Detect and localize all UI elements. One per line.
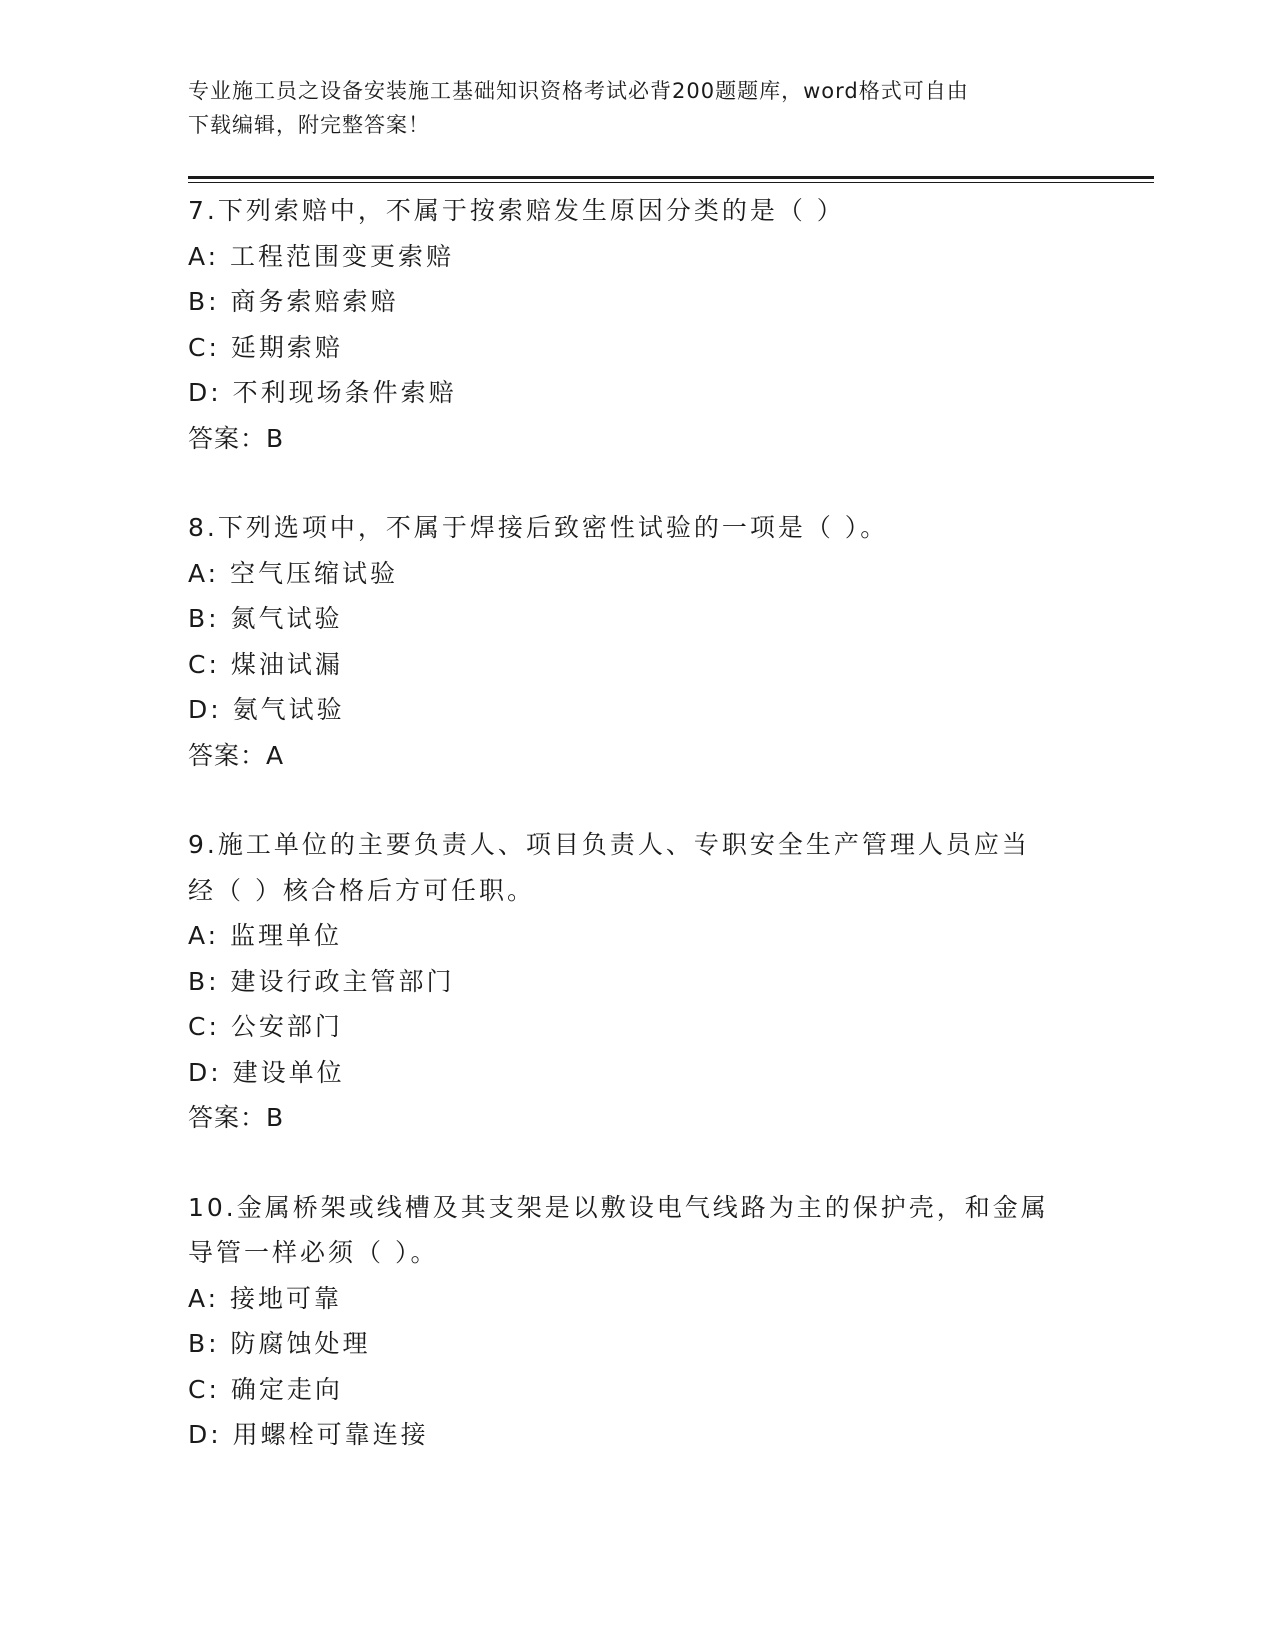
answer-line: 答案：A <box>188 740 285 770</box>
header-divider <box>188 176 1154 179</box>
option-a: A: 监理单位 <box>188 921 343 950</box>
question-stem: 7.下列索赔中，不属于按索赔发生原因分类的是（ ） <box>188 196 845 225</box>
header-line-2: 下载编辑，附完整答案！ <box>188 113 430 137</box>
answer-line: 答案：B <box>188 423 285 453</box>
answer-line: 答案：B <box>188 1103 285 1132</box>
question-list <box>188 188 1088 1502</box>
question-stem-line-2: 导管一样必须（ ）。 <box>188 1238 439 1267</box>
option-a: A: 接地可靠 <box>188 1283 343 1313</box>
option-c: C: 延期索赔 <box>188 332 343 362</box>
option-b: B: 商务索赔索赔 <box>188 287 399 316</box>
option-a: A: 空气压缩试验 <box>188 558 399 588</box>
question-item <box>188 822 1088 1141</box>
question-stem-line-1: 10.金属桥架或线槽及其支架是以敷设电气线路为主的保护壳，和金属 <box>188 1192 1049 1222</box>
option-d: D: 不利现场条件索赔 <box>188 378 457 407</box>
option-d: D: 建设单位 <box>188 1057 345 1087</box>
question-stem-line-1: 9.施工单位的主要负责人、项目负责人、专职安全生产管理人员应当 <box>188 830 1030 859</box>
option-b: B: 氮气试验 <box>188 604 343 633</box>
header-divider-thin <box>188 182 1154 183</box>
option-c: C: 确定走向 <box>188 1374 343 1404</box>
option-b: B: 防腐蚀处理 <box>188 1329 371 1358</box>
option-c: C: 公安部门 <box>188 1012 343 1041</box>
header-line-1: 专业施工员之设备安装施工基础知识资格考试必背200题题库，word格式可自由 <box>188 79 969 103</box>
question-stem: 8.下列选项中，不属于焊接后致密性试验的一项是（ ）。 <box>188 513 889 542</box>
question-item <box>188 188 1088 461</box>
option-b: B: 建设行政主管部门 <box>188 966 455 996</box>
question-item <box>188 1185 1088 1458</box>
option-a: A: 工程范围变更索赔 <box>188 241 455 271</box>
option-c: C: 煤油试漏 <box>188 649 343 679</box>
document-header <box>188 74 1068 142</box>
question-stem-line-2: 经（ ）核合格后方可任职。 <box>188 875 535 905</box>
question-item <box>188 505 1088 778</box>
option-d: D: 氨气试验 <box>188 695 345 724</box>
option-d: D: 用螺栓可靠连接 <box>188 1420 429 1449</box>
